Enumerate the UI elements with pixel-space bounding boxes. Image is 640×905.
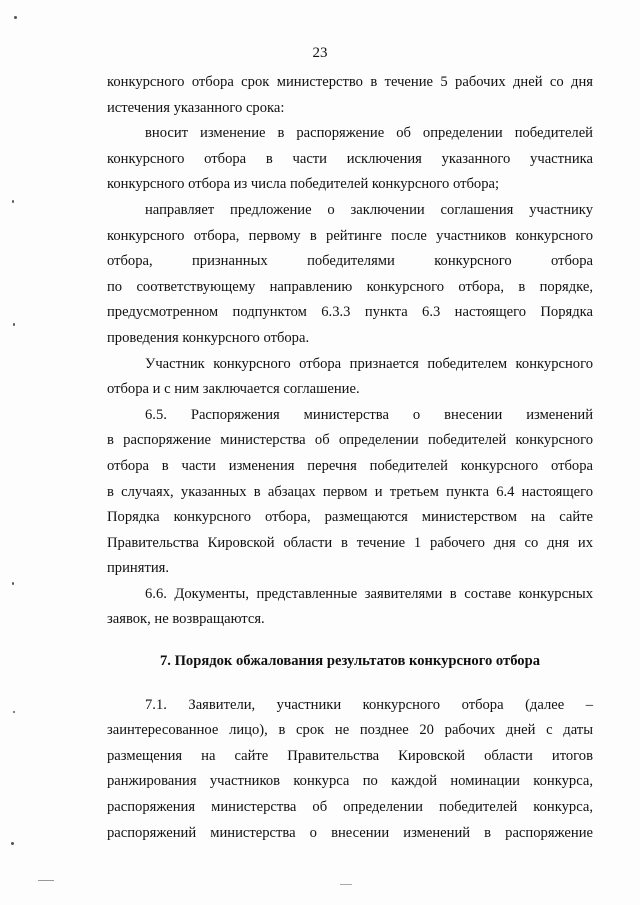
spacer	[107, 675, 593, 693]
text-line: по соответствующему направлению конкурсного отбора, в порядке,	[107, 278, 593, 295]
scan-speck	[12, 200, 14, 203]
paragraph-continuation	[107, 70, 593, 121]
text-line: Правительства Кировской области в течение 1 рабочего дня со дня их	[107, 534, 593, 551]
section-heading: 7. Порядок обжалования результатов конкурсного отбора	[159, 653, 541, 670]
text-line: конкурсного отбора в части исключения указанного участника	[107, 150, 593, 167]
paragraph-participant-winner	[107, 352, 593, 403]
text-line: в случаях, указанных в абзацах первом и третьем пункта 6.4 настоящего	[107, 483, 593, 500]
document-body	[107, 70, 593, 846]
text-line: размещения на сайте Правительства Кировской области итогов	[107, 747, 593, 764]
scan-speck	[14, 16, 17, 19]
scan-speck	[13, 711, 15, 713]
paragraph-send-proposal	[107, 198, 593, 352]
text-line: предусмотренном подпунктом 6.3.3 пункта 6.3 настоящего Порядка	[107, 304, 593, 321]
paragraph-6-5	[107, 403, 593, 582]
scan-speck	[38, 880, 54, 881]
text-line: Порядка конкурсного отбора, размещаются министерством на сайте	[107, 509, 593, 526]
text-line: конкурсного отбора срок министерство в течение 5 рабочих дней со дня	[107, 74, 593, 90]
scan-speck	[340, 884, 352, 885]
text-line: принятия.	[107, 560, 169, 577]
text-line: заявок, не возвращаются.	[107, 611, 265, 628]
paragraph-7-1	[107, 693, 593, 847]
page-number: 23	[312, 45, 328, 61]
text-line: в распоряжение министерства об определении победителей конкурсного	[107, 432, 593, 449]
text-line: 6.5. Распоряжения министерства о внесении изменений	[145, 406, 593, 423]
text-line: конкурсного отбора, первому в рейтинге после участников конкурсного	[107, 227, 593, 244]
text-line: отбора в части изменения перечня победителей конкурсного отбора	[107, 457, 593, 474]
scan-speck	[12, 582, 14, 585]
scan-speck	[11, 842, 14, 845]
text-line: 6.6. Документы, представленные заявителями в составе конкурсных	[145, 585, 593, 602]
spacer	[107, 633, 593, 649]
text-line: ранжирования участников конкурса по каждой номинации конкурса,	[107, 773, 593, 790]
text-line: 7.1. Заявители, участники конкурсного отбора (далее –	[145, 696, 593, 713]
paragraph-amend-order	[107, 121, 593, 198]
text-line: проведения конкурсного отбора.	[107, 329, 310, 346]
text-line: отбора, признанных победителями конкурсного отбора	[107, 253, 593, 270]
scan-speck	[13, 323, 15, 326]
text-line: распоряжения министерства об определении победителей конкурса,	[107, 799, 593, 816]
text-line: отбора и с ним заключается соглашение.	[107, 381, 360, 398]
text-line: Участник конкурсного отбора признается победителем конкурсного	[145, 355, 593, 372]
text-line: конкурсного отбора из числа победителей конкурсного отбора;	[107, 176, 500, 193]
text-line: вносит изменение в распоряжение об определении победителей	[145, 125, 593, 142]
paragraph-6-6	[107, 582, 593, 633]
text-line: заинтересованное лицо), в срок не позднее 20 рабочих дней с даты	[107, 722, 593, 739]
text-line: направляет предложение о заключении соглашения участнику	[145, 201, 593, 218]
text-line: распоряжений министерства о внесении изменений в распоряжение	[107, 824, 593, 841]
text-line: истечения указанного срока:	[107, 99, 285, 116]
